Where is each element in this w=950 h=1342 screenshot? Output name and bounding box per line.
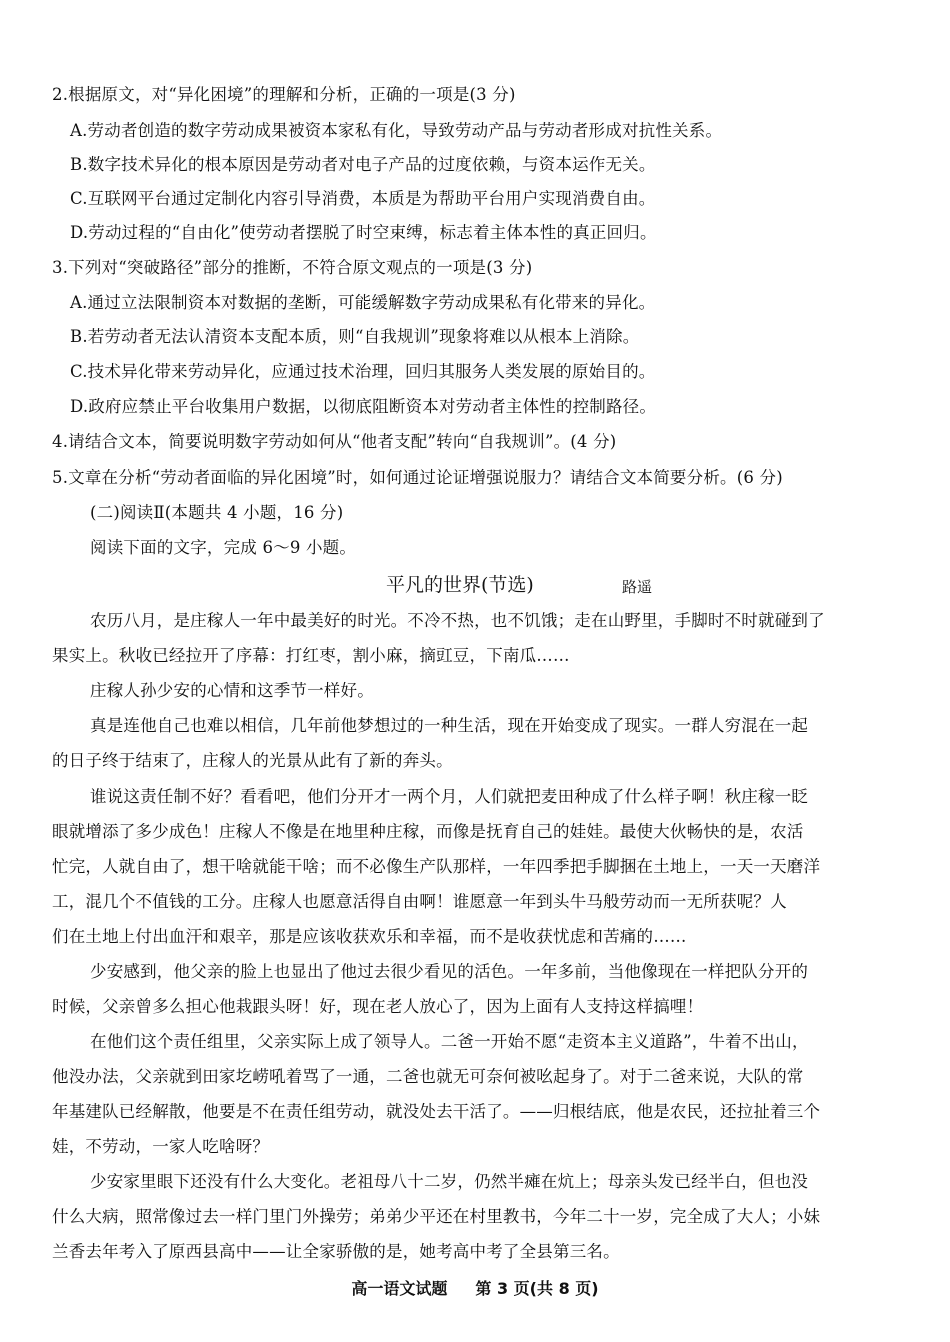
article-title-row <box>0 572 950 598</box>
article-line: 时候，父亲曾多么担心他栽跟头呀！好，现在老人放心了，因为上面有人支持这样搞哩！ <box>52 997 704 1016</box>
article-line: 少安家里眼下还没有什么大变化。老祖母八十二岁，仍然半瘫在炕上；母亲头发已经半白，但也没 <box>90 1172 809 1191</box>
article-title: 平凡的世界(节选) <box>386 574 534 596</box>
article-line: 他没办法，父亲就到田家圪崂吼着骂了一通，二爸也就无可奈何被吆起身了。对于二爸来说，大队的常 <box>52 1067 804 1086</box>
question-2-option-a: A.劳动者创造的数字劳动成果被资本家私有化，导致劳动产品与劳动者形成对抗性关系。 <box>70 121 723 140</box>
question-2-option-d: D.劳动过程的“自由化”使劳动者摆脱了时空束缚，标志着主体本性的真正回归。 <box>70 223 657 242</box>
question-3-option-c: C.技术异化带来劳动异化，应通过技术治理，回归其服务人类发展的原始目的。 <box>70 362 656 381</box>
article-line: 眼就增添了多少成色！庄稼人不像是在地里种庄稼，而像是抚育自己的娃娃。最使大伙畅快的是，农活 <box>52 822 804 841</box>
article-line: 少安感到，他父亲的脸上也显出了他过去很少看见的活色。一年多前，当他像现在一样把队分开的 <box>90 962 809 981</box>
question-2-option-c: C.互联网平台通过定制化内容引导消费，本质是为帮助平台用户实现消费自由。 <box>70 189 656 208</box>
question-5: 5.文章在分析“劳动者面临的异化困境”时，如何通过论证增强说服力？请结合文本简要分析。(6 分) <box>52 468 783 487</box>
article-line: 农历八月，是庄稼人一年中最美好的时光。不冷不热，也不饥饿；走在山野里，手脚时不时就碰到了 <box>90 611 825 630</box>
footer-page-number: 第 3 页(共 8 页) <box>475 1279 599 1298</box>
section-heading: (二)阅读Ⅱ(本题共 4 小题，16 分) <box>90 503 344 522</box>
question-2-option-b: B.数字技术异化的根本原因是劳动者对电子产品的过度依赖，与资本运作无关。 <box>70 155 656 174</box>
article-line: 的日子终于结束了，庄稼人的光景从此有了新的奔头。 <box>52 751 453 770</box>
page-footer <box>0 1278 950 1300</box>
question-3-stem: 3.下列对“突破路径”部分的推断，不符合原文观点的一项是(3 分) <box>52 258 533 277</box>
question-4: 4.请结合文本，简要说明数字劳动如何从“他者支配”转向“自我规训”。(4 分) <box>52 432 617 451</box>
question-3-option-d: D.政府应禁止平台收集用户数据，以彻底阻断资本对劳动者主体性的控制路径。 <box>70 397 657 416</box>
article-line: 果实上。秋收已经拉开了序幕：打红枣，割小麻，摘豇豆，下南瓜…… <box>52 646 570 665</box>
article-line: 兰香去年考入了原西县高中——让全家骄傲的是，她考高中考了全县第三名。 <box>52 1242 620 1261</box>
article-author: 路遥 <box>622 578 653 596</box>
section-instruction: 阅读下面的文字，完成 6～9 小题。 <box>90 538 357 557</box>
article-line: 庄稼人孙少安的心情和这季节一样好。 <box>90 681 374 700</box>
article-line: 娃，不劳动，一家人吃啥呀？ <box>52 1137 270 1156</box>
article-line: 忙完，人就自由了，想干啥就能干啥；而不必像生产队那样，一年四季把手脚捆在土地上，一天一天磨洋 <box>52 857 821 876</box>
question-3-option-b: B.若劳动者无法认清资本支配本质，则“自我规训”现象将难以从根本上消除。 <box>70 327 640 346</box>
article-line: 年基建队已经解散，他要是不在责任组劳动，就没处去干活了。——归根结底，他是农民，还拉扯着三个 <box>52 1102 821 1121</box>
question-2-stem: 2.根据原文，对“异化困境”的理解和分析，正确的一项是(3 分) <box>52 85 516 104</box>
article-line: 什么大病，照常像过去一样门里门外操劳；弟弟少平还在村里教书，今年二十一岁，完全成了大人；小妹 <box>52 1207 821 1226</box>
article-line: 真是连他自己也难以相信，几年前他梦想过的一种生活，现在开始变成了现实。一群人穷混在一起 <box>90 716 809 735</box>
article-line: 们在土地上付出血汗和艰辛，那是应该收获欢乐和幸福，而不是收获忧虑和苦痛的…… <box>52 927 687 946</box>
footer-subject: 高一语文试题 <box>351 1279 448 1298</box>
article-line: 工，混几个不值钱的工分。庄稼人也愿意活得自由啊！谁愿意一年到头牛马般劳动而一无所获呢？人 <box>52 892 787 911</box>
article-line: 谁说这责任制不好？看看吧，他们分开才一两个月，人们就把麦田种成了什么样子啊！秋庄稼一眨 <box>90 787 809 806</box>
article-line: 在他们这个责任组里，父亲实际上成了领导人。二爸一开始不愿“走资本主义道路”，牛着不出山， <box>90 1032 809 1051</box>
question-3-option-a: A.通过立法限制资本对数据的垄断，可能缓解数字劳动成果私有化带来的异化。 <box>70 293 656 312</box>
